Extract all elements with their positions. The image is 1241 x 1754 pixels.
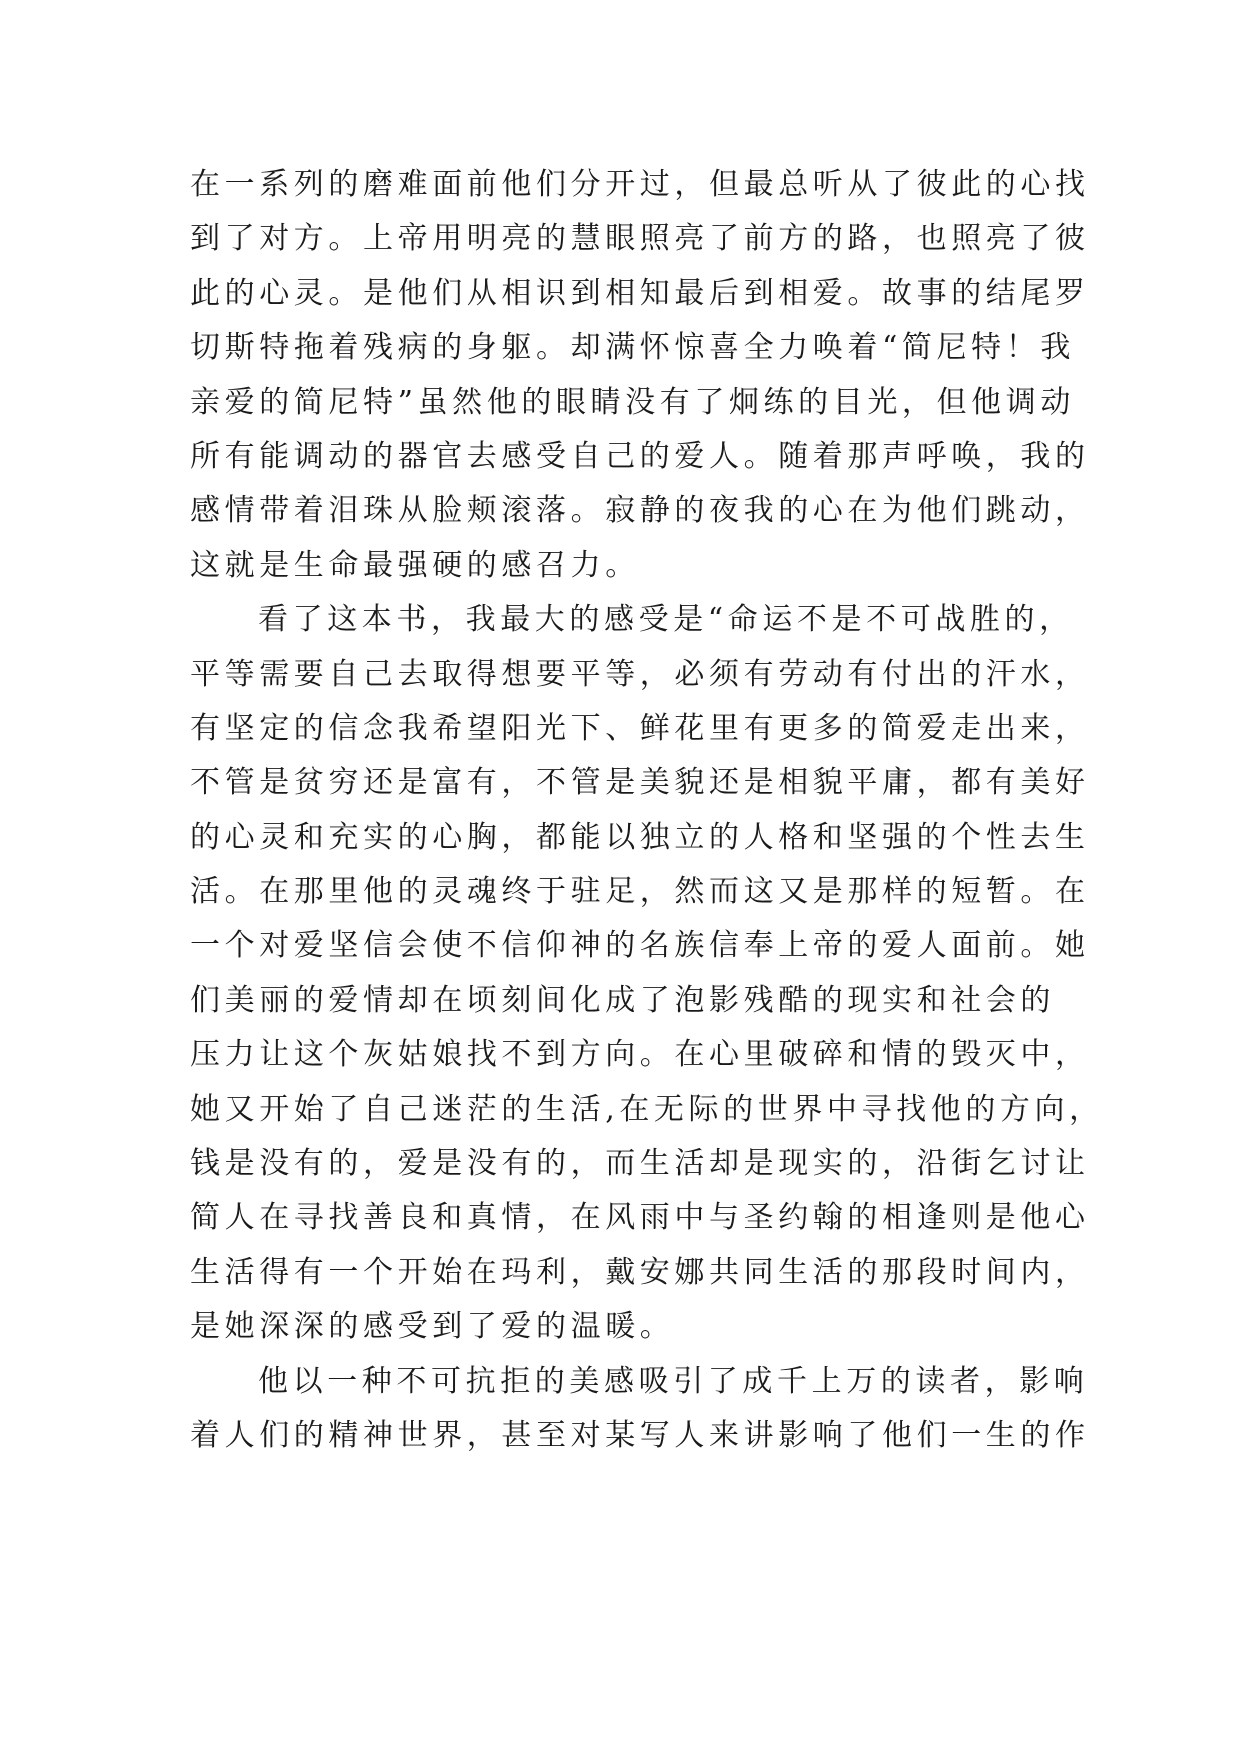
text-line: 此的心灵。是他们从相识到相知最后到相爱。故事的结尾罗 [190,275,1090,311]
body-text [190,158,1104,1463]
text-line: 简人在寻找善良和真情，在风雨中与圣约翰的相逢则是他心 [190,1200,1090,1236]
text-line: 亲爱的简尼特”虽然他的眼睛没有了炯练的目光，但他调动 [190,384,1075,420]
text-line: 压力让这个灰姑娘找不到方向。在心里破碎和情的毁灭中， [190,1037,1090,1073]
text-line: 的心灵和充实的心胸，都能以独立的人格和坚强的个性去生 [190,819,1090,855]
text-line: 感情带着泪珠从脸颊滚落。寂静的夜我的心在为他们跳动， [190,493,1090,529]
text-line: 一个对爱坚信会使不信仰神的名族信奉上帝的爱人面前。她 [190,928,1090,964]
text-line: 到了对方。上帝用明亮的慧眼照亮了前方的路，也照亮了彼 [190,221,1090,257]
text-line: 着人们的精神世界，甚至对某写人来讲影响了他们一生的作 [190,1417,1090,1453]
text-line: 是她深深的感受到了爱的温暖。 [190,1309,675,1345]
text-line: 她又开始了自己迷茫的生活,在无际的世界中寻找他的方向， [190,1091,1104,1127]
text-line: 生活得有一个开始在玛利，戴安娜共同生活的那段时间内， [190,1254,1090,1290]
text-line: 平等需要自己去取得想要平等，必须有劳动有付出的汗水， [190,656,1090,692]
text-line: 切斯特拖着残病的身躯。却满怀惊喜全力唤着“简尼特！我 [190,330,1075,366]
text-line: 钱是没有的，爱是没有的，而生活却是现实的，沿街乞讨让 [190,1146,1090,1182]
paragraph-first-line: 看了这本书，我最大的感受是“命运不是不可战胜的， [258,602,1074,638]
text-line: 不管是贫穷还是富有，不管是美貌还是相貌平庸，都有美好 [190,765,1090,801]
text-line: 这就是生命最强硬的感召力。 [190,547,640,583]
paragraph-first-line: 他以一种不可抗拒的美感吸引了成千上万的读者，影响 [258,1363,1089,1399]
text-line: 们美丽的爱情却在顷刻间化成了泡影残酷的现实和社会的 [190,982,1055,1018]
text-line: 有坚定的信念我希望阳光下、鲜花里有更多的简爱走出来， [190,710,1090,746]
text-line: 在一系列的磨难面前他们分开过，但最总听从了彼此的心找 [190,167,1090,202]
text-line: 活。在那里他的灵魂终于驻足，然而这又是那样的短暂。在 [190,874,1090,910]
text-line: 所有能调动的器官去感受自己的爱人。随着那声呼唤，我的 [190,438,1090,474]
